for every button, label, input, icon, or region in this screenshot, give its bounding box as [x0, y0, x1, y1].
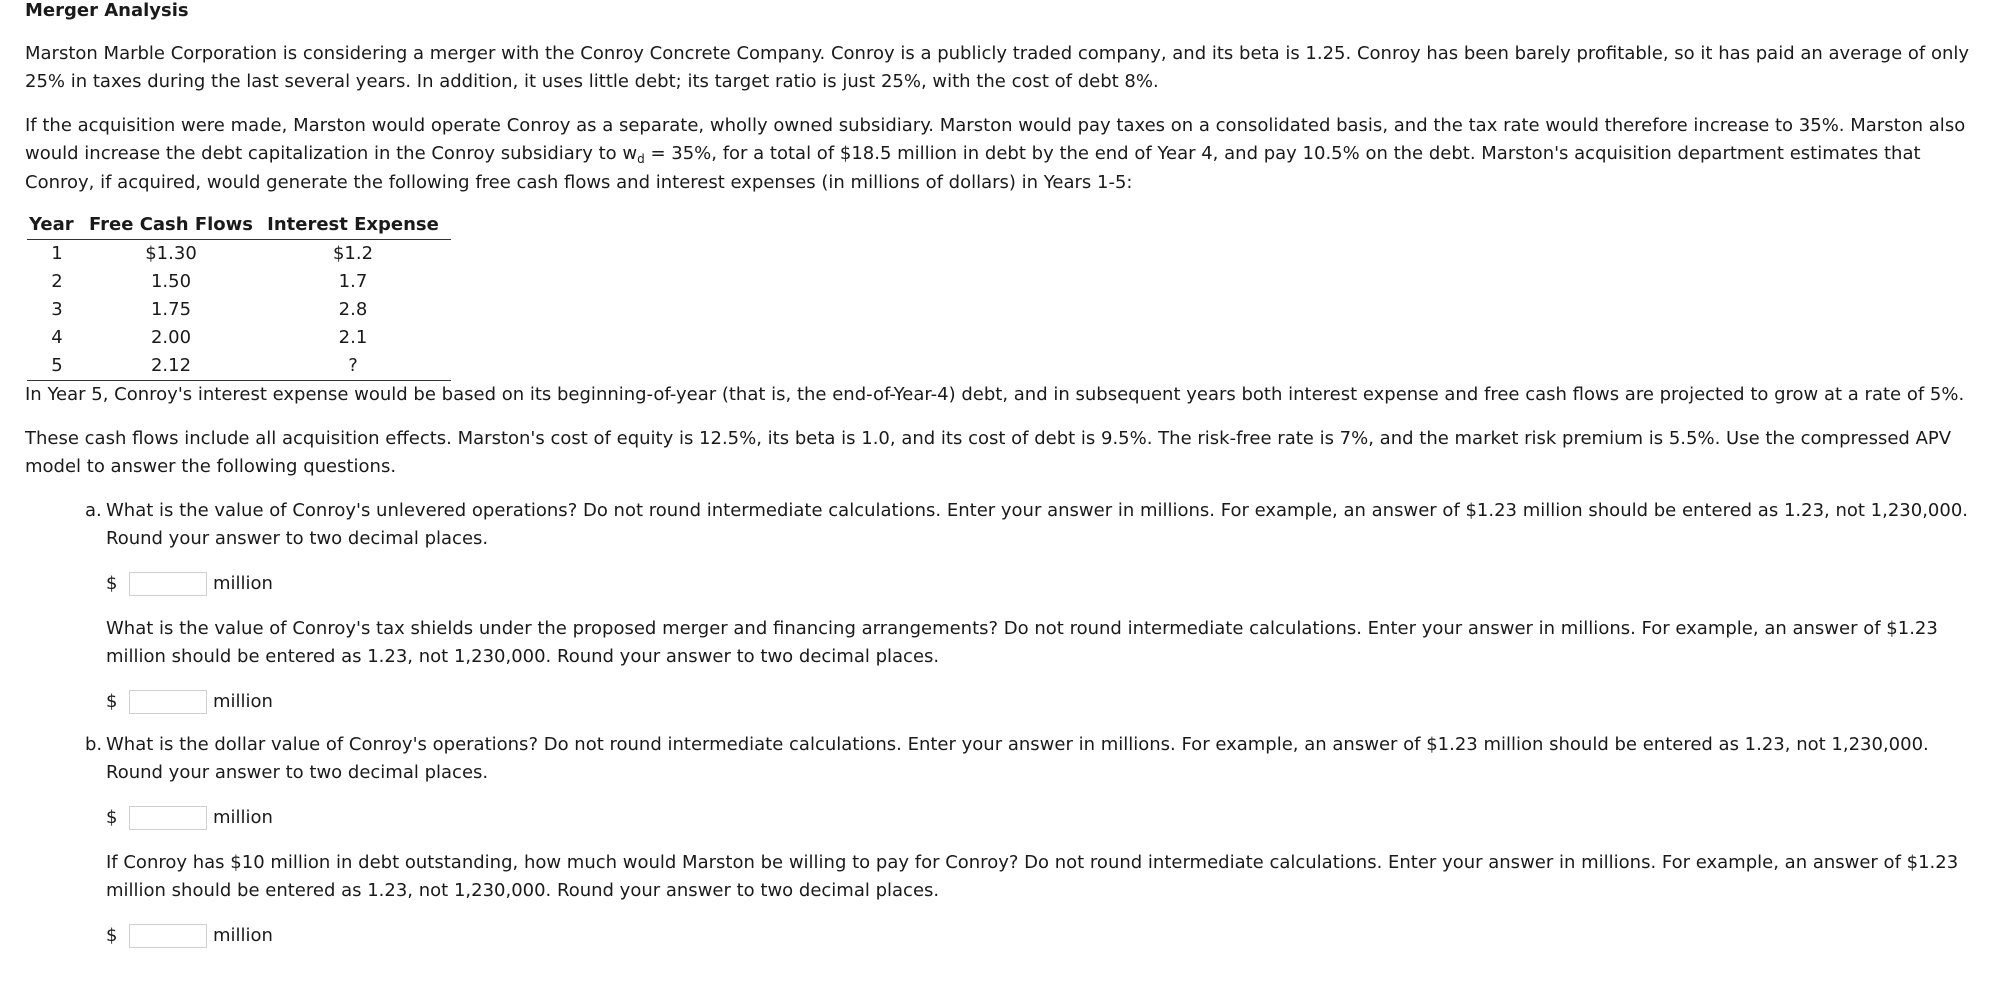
header-year: Year [27, 211, 87, 240]
willing-to-pay-input[interactable] [129, 924, 207, 948]
question-a [85, 497, 1990, 553]
unit-label: million [213, 925, 273, 946]
question-b [85, 731, 1990, 787]
answer-row-operations [106, 803, 1990, 833]
table-row [27, 240, 451, 269]
header-free-cash-flows: Free Cash Flows [87, 211, 255, 240]
unit-label: million [213, 807, 273, 828]
cell-fcf: 1.50 [150, 271, 192, 292]
header-interest-expense: Interest Expense [255, 211, 451, 240]
cell-year: 4 [51, 327, 63, 348]
tax-shield-value-input[interactable] [129, 690, 207, 714]
questions [85, 497, 1990, 951]
dollar-sign: $ [106, 925, 118, 946]
cell-fcf: 1.75 [150, 299, 192, 320]
question-a-tax-shield-text: What is the value of Conroy's tax shields under the proposed merger and financing arrangements? Do not round intermediate calculations. Enter your answer in millions. For example, an answer of $1.23 million should be entered as 1.23, not 1,230,000. Round your answer to two decimal places. [106, 618, 1938, 667]
cell-interest: $1.2 [332, 243, 374, 264]
cell-year: 5 [27, 352, 87, 381]
intro-paragraph-4: These cash flows include all acquisition effects. Marston's cost of equity is 12.5%, its beta is 1.0, and its cost of debt is 9.5%. The risk-free rate is 7%, and the market risk premium is 5.5%. Use the compressed APV model to answer the following questions. [25, 428, 1952, 477]
question-b-text: What is the dollar value of Conroy's operations? Do not round intermediate calculations. Enter your answer in millions. For example, an answer of $1.23 million should be entered as 1.23, not 1,230,000. Round your answer to two decimal places. [106, 734, 1929, 783]
cash-flow-table [27, 211, 451, 381]
intro-paragraph-2 [25, 112, 1990, 197]
dollar-sign: $ [106, 573, 118, 594]
intro-paragraph-3: In Year 5, Conroy's interest expense would be based on its beginning-of-year (that is, the end-of-Year-4) debt, and in subsequent years both interest expense and free cash flows are projected to grow at a rate of 5%. [25, 384, 1965, 405]
operations-value-input[interactable] [129, 806, 207, 830]
table-row [27, 296, 451, 324]
intro-paragraph-1: Marston Marble Corporation is considering a merger with the Conroy Concrete Company. Conroy is a publicly traded company, and its beta is 1.25. Conroy has been barely profitable, so it has paid an average of only 25% in taxes during the last several years. In addition, it uses little debt; its target ratio is just 25%, with the cost of debt 8%. [25, 43, 1970, 92]
cell-year: 1 [51, 243, 63, 264]
answer-row-unlevered [106, 569, 1990, 599]
cell-fcf: 2.12 [87, 352, 255, 381]
answer-row-willing-to-pay [106, 921, 1990, 951]
table-row [27, 268, 451, 296]
cell-fcf: 2.00 [150, 327, 192, 348]
dollar-sign: $ [106, 691, 118, 712]
question-b-letter: b. [85, 734, 103, 755]
cell-interest: 2.8 [338, 299, 368, 320]
unit-label: million [213, 691, 273, 712]
unlevered-value-input[interactable] [129, 572, 207, 596]
cell-year: 2 [51, 271, 63, 292]
wd-subscript: d [637, 152, 645, 166]
intro-paragraph-2-part-2: = 35%, for a total of $18.5 million in debt by the end of Year 4, and pay 10.5% on the debt. Marston's acquisition department estimates that Conroy, if acquired, would generate the following free cash flows and interest expenses (in millions of dollars) in Years 1-5: [25, 143, 1921, 193]
table-row [27, 352, 451, 381]
question-a-letter: a. [85, 500, 102, 521]
intro-paragraph-2-part-1: If the acquisition were made, Marston would operate Conroy as a separate, wholly owned subsidiary. Marston would pay taxes on a consolidated basis, and the tax rate would therefore increase to 35%. Marston also would increase the debt capitalization in the Conroy subsidiary to w [25, 115, 1966, 164]
cell-interest: 1.7 [338, 271, 368, 292]
question-a-text: What is the value of Conroy's unlevered operations? Do not round intermediate calculations. Enter your answer in millions. For example, an answer of $1.23 million should be entered as 1.23, not 1,230,000. Round your answer to two decimal places. [106, 500, 1968, 549]
answer-row-tax-shield [106, 687, 1990, 717]
cell-interest: 2.1 [338, 327, 368, 348]
table-header-row [27, 211, 451, 240]
unit-label: million [213, 573, 273, 594]
cell-interest: ? [255, 352, 451, 381]
table-row [27, 324, 451, 352]
cell-fcf: $1.30 [145, 243, 197, 264]
page-title: Merger Analysis [25, 0, 189, 21]
question-b-willing-to-pay-text: If Conroy has $10 million in debt outstanding, how much would Marston be willing to pay for Conroy? Do not round intermediate calculations. Enter your answer in millions. For example, an answer of $1.23 million should be entered as 1.23, not 1,230,000. Round your answer to two decimal places. [106, 852, 1959, 901]
dollar-sign: $ [106, 807, 118, 828]
cell-year: 3 [51, 299, 63, 320]
